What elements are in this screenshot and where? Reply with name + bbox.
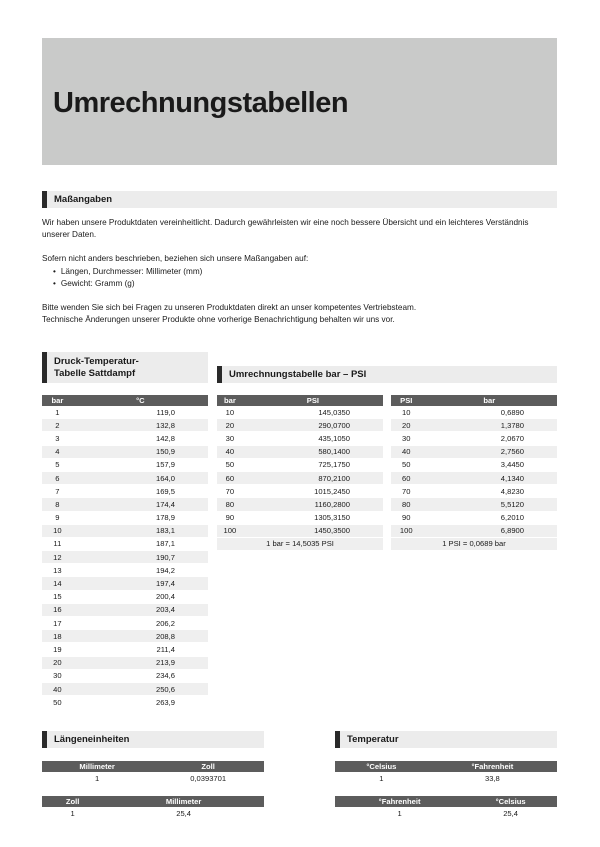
table-row	[391, 498, 557, 511]
table-cell: 30	[42, 669, 73, 682]
table-cell: 10	[217, 406, 243, 419]
table-cell: 20	[217, 419, 243, 432]
table-cell: 17	[42, 617, 73, 630]
table-cell: 206,2	[73, 617, 208, 630]
table-cell: 50	[391, 458, 422, 471]
section-heading-text: Maßangaben	[54, 194, 113, 205]
table-cell: 190,7	[73, 551, 208, 564]
table-row	[42, 577, 208, 590]
table-row	[42, 807, 264, 820]
column-header: °C	[73, 395, 208, 406]
table-row	[391, 458, 557, 471]
table-cell: 100	[391, 524, 422, 537]
table-cell: 90	[391, 511, 422, 524]
table-cell: 70	[391, 485, 422, 498]
table-row	[42, 406, 208, 419]
section-heading-sattdampf	[42, 352, 208, 383]
mm-to-zoll-table	[42, 761, 264, 785]
table-cell: 132,8	[73, 419, 208, 432]
table-row	[42, 458, 208, 471]
table-cell: 157,9	[73, 458, 208, 471]
table-row	[391, 406, 557, 419]
table-cell: 197,4	[73, 577, 208, 590]
table-cell: 1160,2800	[243, 498, 383, 511]
table-cell: 1	[335, 807, 464, 820]
section-heading-text: Längeneinheiten	[54, 734, 130, 745]
table-cell: 0,0393701	[152, 772, 264, 785]
table-cell: 580,1400	[243, 445, 383, 458]
table-cell: 3,4450	[422, 458, 557, 471]
table-row	[42, 564, 208, 577]
units-list	[42, 266, 557, 290]
table-row	[217, 432, 383, 445]
fahrenheit-to-celsius-table	[335, 796, 557, 820]
table-cell: 19	[42, 643, 73, 656]
table-row	[42, 511, 208, 524]
table-cell: 0,6890	[422, 406, 557, 419]
table-cell: 1	[42, 406, 73, 419]
table-cell: 14	[42, 577, 73, 590]
table-cell: 4	[42, 445, 73, 458]
table-footnote-row	[391, 537, 557, 550]
table-row	[217, 458, 383, 471]
section-heading-massangaben	[42, 191, 557, 208]
table-cell: 2,0670	[422, 432, 557, 445]
celsius-to-fahrenheit-table	[335, 761, 557, 785]
table-cell: 150,9	[73, 445, 208, 458]
table-cell: 30	[217, 432, 243, 445]
table-cell: 1015,2450	[243, 485, 383, 498]
table-row	[391, 511, 557, 524]
table-cell: 5,5120	[422, 498, 557, 511]
table-cell: 10	[391, 406, 422, 419]
bar-to-psi-table	[217, 395, 383, 551]
table-cell: 194,2	[73, 564, 208, 577]
note-paragraph: Technische Änderungen unserer Produkte ohne vorherige Benachrichtigung behalten wir uns vor.	[42, 315, 395, 325]
table-row	[42, 590, 208, 603]
table-cell: 33,8	[428, 772, 557, 785]
section-heading-text: Druck-Temperatur- Tabelle Sattdampf	[54, 355, 139, 379]
table-cell: 435,1050	[243, 432, 383, 445]
table-row	[217, 419, 383, 432]
table-row	[42, 669, 208, 682]
table-cell: 250,6	[73, 682, 208, 695]
zoll-to-mm-table	[42, 796, 264, 820]
table-cell: 1	[42, 807, 103, 820]
table-cell: 9	[42, 511, 73, 524]
table-cell: 2,7560	[422, 445, 557, 458]
table-footnote-row	[217, 537, 383, 550]
table-row	[391, 485, 557, 498]
table-cell: 8	[42, 498, 73, 511]
table-cell: 50	[217, 458, 243, 471]
table-row	[217, 524, 383, 537]
table-row	[42, 617, 208, 630]
table-cell: 18	[42, 630, 73, 643]
table-cell: 4,1340	[422, 471, 557, 484]
table-row	[42, 524, 208, 537]
table-row	[217, 406, 383, 419]
column-header: bar	[422, 395, 557, 406]
table-cell: 6,8900	[422, 524, 557, 537]
table-row	[391, 524, 557, 537]
table-cell: 3	[42, 432, 73, 445]
table-cell: 5	[42, 458, 73, 471]
column-header: PSI	[243, 395, 383, 406]
title-banner	[42, 38, 557, 165]
table-row	[391, 419, 557, 432]
table-cell: 20	[42, 656, 73, 669]
table-cell: 90	[217, 511, 243, 524]
table-cell: 208,8	[73, 630, 208, 643]
table-cell: 187,1	[73, 537, 208, 550]
table-cell: 1	[335, 772, 428, 785]
column-header: °Fahrenheit	[335, 796, 464, 807]
column-header: bar	[217, 395, 243, 406]
table-cell: 30	[391, 432, 422, 445]
table-cell: 169,5	[73, 485, 208, 498]
column-header: Millimeter	[42, 761, 152, 772]
section-heading-text: Temperatur	[347, 734, 399, 745]
table-row	[42, 432, 208, 445]
table-cell: 40	[391, 445, 422, 458]
column-header: bar	[42, 395, 73, 406]
table-row	[391, 445, 557, 458]
column-header: PSI	[391, 395, 422, 406]
table-cell: 263,9	[73, 696, 208, 709]
table-cell: 25,4	[464, 807, 557, 820]
table-cell: 6	[42, 471, 73, 484]
table-cell: 725,1750	[243, 458, 383, 471]
table-row	[217, 445, 383, 458]
table-row	[391, 471, 557, 484]
table-cell: 164,0	[73, 471, 208, 484]
column-header: °Celsius	[464, 796, 557, 807]
lead-paragraph: Sofern nicht anders beschrieben, beziehen sich unsere Maßangaben auf:	[42, 254, 309, 264]
table-row	[42, 498, 208, 511]
table-cell: 50	[42, 696, 73, 709]
table-cell: 200,4	[73, 590, 208, 603]
table-cell: 12	[42, 551, 73, 564]
table-cell: 16	[42, 603, 73, 616]
page-title: Umrechnungstabellen	[53, 87, 349, 119]
table-row	[42, 772, 264, 785]
table-row	[391, 432, 557, 445]
table-cell: 1	[42, 772, 152, 785]
table-cell: 80	[391, 498, 422, 511]
table-cell: 1305,3150	[243, 511, 383, 524]
table-cell: 119,0	[73, 406, 208, 419]
table-cell: 145,0350	[243, 406, 383, 419]
table-cell: 15	[42, 590, 73, 603]
table-row	[217, 511, 383, 524]
table-cell: 100	[217, 524, 243, 537]
table-row	[42, 485, 208, 498]
table-row	[42, 603, 208, 616]
table-cell: 203,4	[73, 603, 208, 616]
table-cell: 183,1	[73, 524, 208, 537]
table-row	[335, 772, 557, 785]
table-row	[42, 630, 208, 643]
table-cell: 178,9	[73, 511, 208, 524]
table-cell: 11	[42, 537, 73, 550]
table-cell: 2	[42, 419, 73, 432]
table-cell: 1450,3500	[243, 524, 383, 537]
table-cell: 213,9	[73, 656, 208, 669]
table-cell: 60	[391, 471, 422, 484]
table-cell: 870,2100	[243, 471, 383, 484]
section-heading-temperatur	[335, 731, 557, 748]
table-row	[42, 656, 208, 669]
column-header: Zoll	[152, 761, 264, 772]
table-cell: 1,3780	[422, 419, 557, 432]
table-row	[42, 696, 208, 709]
table-cell: 40	[42, 682, 73, 695]
list-item: • Gewicht: Gramm (g)	[54, 278, 557, 290]
table-cell: 290,0700	[243, 419, 383, 432]
table-cell: 70	[217, 485, 243, 498]
table-footnote: 1 bar = 14,5035 PSI	[217, 537, 383, 550]
column-header: Millimeter	[103, 796, 264, 807]
table-cell: 4,8230	[422, 485, 557, 498]
table-row	[217, 498, 383, 511]
table-row	[217, 485, 383, 498]
list-item: • Längen, Durchmesser: Millimeter (mm)	[54, 266, 557, 278]
table-cell: 7	[42, 485, 73, 498]
psi-to-bar-table	[391, 395, 557, 551]
table-cell: 60	[217, 471, 243, 484]
table-row	[42, 682, 208, 695]
section-heading-text: Umrechnungstabelle bar – PSI	[229, 369, 367, 380]
table-footnote: 1 PSI = 0,0689 bar	[391, 537, 557, 550]
massangaben-text	[42, 217, 557, 326]
table-row	[42, 445, 208, 458]
table-cell: 142,8	[73, 432, 208, 445]
note-paragraph: Bitte wenden Sie sich bei Fragen zu unseren Produktdaten direkt an unser kompetentes Vertriebsteam.	[42, 303, 417, 313]
table-row	[42, 643, 208, 656]
section-heading-laengen	[42, 731, 264, 748]
table-cell: 6,2010	[422, 511, 557, 524]
column-header: °Celsius	[335, 761, 428, 772]
section-heading-bar-psi	[217, 366, 557, 383]
table-row	[217, 471, 383, 484]
table-cell: 13	[42, 564, 73, 577]
column-header: °Fahrenheit	[428, 761, 557, 772]
table-row	[42, 419, 208, 432]
table-cell: 20	[391, 419, 422, 432]
table-cell: 25,4	[103, 807, 264, 820]
table-row	[42, 551, 208, 564]
table-cell: 40	[217, 445, 243, 458]
steam-table	[42, 395, 208, 709]
table-row	[42, 471, 208, 484]
table-cell: 80	[217, 498, 243, 511]
table-row	[42, 537, 208, 550]
table-cell: 174,4	[73, 498, 208, 511]
table-row	[335, 807, 557, 820]
table-cell: 10	[42, 524, 73, 537]
column-header: Zoll	[42, 796, 103, 807]
intro-paragraph: Wir haben unsere Produktdaten vereinheitlicht. Dadurch gewährleisten wir eine noch bessere Übersicht und ein leichteres Verständnis unserer Daten.	[42, 218, 529, 240]
table-cell: 234,6	[73, 669, 208, 682]
table-cell: 211,4	[73, 643, 208, 656]
